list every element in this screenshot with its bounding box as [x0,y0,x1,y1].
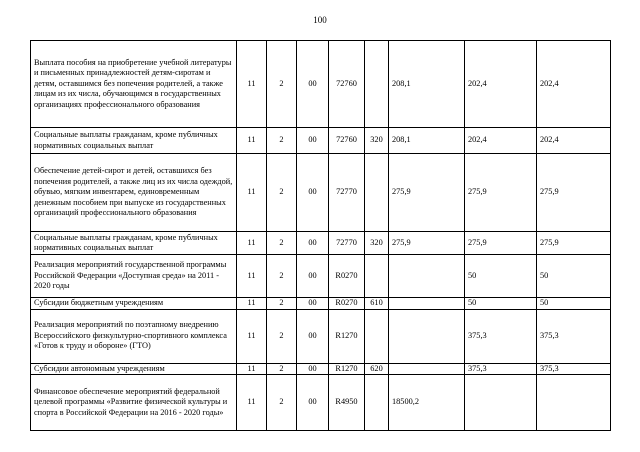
amount-year-1 [389,309,465,363]
item-name: Социальные выплаты гражданам, кроме публичных нормативных социальных выплат [31,232,237,255]
expense-type-code: 610 [365,298,389,310]
amount-year-1: 275,9 [389,154,465,232]
table-row [31,128,611,154]
target-article-code: 72770 [329,232,365,255]
subsection-code: 2 [267,309,297,363]
target-article-code: 72760 [329,128,365,154]
target-article-code: R0270 [329,255,365,298]
section-code: 11 [237,128,267,154]
section-code: 11 [237,232,267,255]
program-code: 00 [297,298,329,310]
amount-year-3: 202,4 [537,41,611,128]
program-code: 00 [297,309,329,363]
subsection-code: 2 [267,41,297,128]
program-code: 00 [297,232,329,255]
amount-year-2: 202,4 [465,41,537,128]
amount-year-2: 275,9 [465,154,537,232]
table-row [31,298,611,310]
budget-table [30,40,611,431]
target-article-code: 72760 [329,41,365,128]
program-code: 00 [297,375,329,431]
section-code: 11 [237,41,267,128]
item-name: Реализация мероприятий по поэтапному внедрению Всероссийского физкультурно-спортивного комплекса «Готов к труду и обороне» (ГТО) [31,309,237,363]
program-code: 00 [297,128,329,154]
item-name: Реализация мероприятий государственной программы Российской Федерации «Доступная среда» на 2011 - 2020 годы [31,255,237,298]
program-code: 00 [297,154,329,232]
amount-year-2: 375,3 [465,363,537,375]
target-article-code: R4950 [329,375,365,431]
table-row [31,309,611,363]
amount-year-3: 50 [537,298,611,310]
amount-year-2 [465,375,537,431]
section-code: 11 [237,309,267,363]
amount-year-2: 375,3 [465,309,537,363]
amount-year-2: 202,4 [465,128,537,154]
amount-year-1 [389,363,465,375]
program-code: 00 [297,363,329,375]
section-code: 11 [237,375,267,431]
program-code: 00 [297,41,329,128]
amount-year-1: 275,9 [389,232,465,255]
table-row [31,232,611,255]
expense-type-code: 620 [365,363,389,375]
expense-type-code [365,154,389,232]
amount-year-3 [537,375,611,431]
page-number: 100 [313,15,327,25]
target-article-code: R1270 [329,309,365,363]
item-name: Субсидии бюджетным учреждениям [31,298,237,310]
table-row [31,255,611,298]
subsection-code: 2 [267,363,297,375]
section-code: 11 [237,298,267,310]
amount-year-1 [389,298,465,310]
program-code: 00 [297,255,329,298]
target-article-code: 72770 [329,154,365,232]
section-code: 11 [237,363,267,375]
table-row [31,41,611,128]
expense-type-code: 320 [365,232,389,255]
item-name: Выплата пособия на приобретение учебной литературы и письменных принадлежностей детям-сиротам и детям, оставшимся без попечения родителей, а также лицам из их числа, обучающимся в государственных организациях профессионального образования [31,41,237,128]
item-name: Субсидии автономным учреждениям [31,363,237,375]
expense-type-code [365,309,389,363]
amount-year-2: 50 [465,255,537,298]
amount-year-3: 375,3 [537,363,611,375]
section-code: 11 [237,255,267,298]
amount-year-3: 275,9 [537,154,611,232]
amount-year-3: 375,3 [537,309,611,363]
amount-year-3: 50 [537,255,611,298]
amount-year-1 [389,255,465,298]
amount-year-1: 208,1 [389,128,465,154]
item-name: Социальные выплаты гражданам, кроме публичных нормативных социальных выплат [31,128,237,154]
subsection-code: 2 [267,154,297,232]
expense-type-code [365,255,389,298]
amount-year-1: 18500,2 [389,375,465,431]
amount-year-2: 50 [465,298,537,310]
item-name: Финансовое обеспечение мероприятий федеральной целевой программы «Развитие физической культуры и спорта в Российской Федерации на 2016 - 2020 годы» [31,375,237,431]
section-code: 11 [237,154,267,232]
subsection-code: 2 [267,375,297,431]
expense-type-code [365,41,389,128]
target-article-code: R0270 [329,298,365,310]
subsection-code: 2 [267,298,297,310]
amount-year-2: 275,9 [465,232,537,255]
table-row [31,375,611,431]
subsection-code: 2 [267,255,297,298]
amount-year-3: 202,4 [537,128,611,154]
item-name: Обеспечение детей-сирот и детей, оставшихся без попечения родителей, а также лиц из их числа одеждой, обувью, мягким инвентарем, единовременным денежным пособием при выпуске из государственных организаций профессионального образования [31,154,237,232]
target-article-code: R1270 [329,363,365,375]
table-row [31,154,611,232]
amount-year-3: 275,9 [537,232,611,255]
amount-year-1: 208,1 [389,41,465,128]
table-row [31,363,611,375]
subsection-code: 2 [267,232,297,255]
subsection-code: 2 [267,128,297,154]
expense-type-code [365,375,389,431]
expense-type-code: 320 [365,128,389,154]
